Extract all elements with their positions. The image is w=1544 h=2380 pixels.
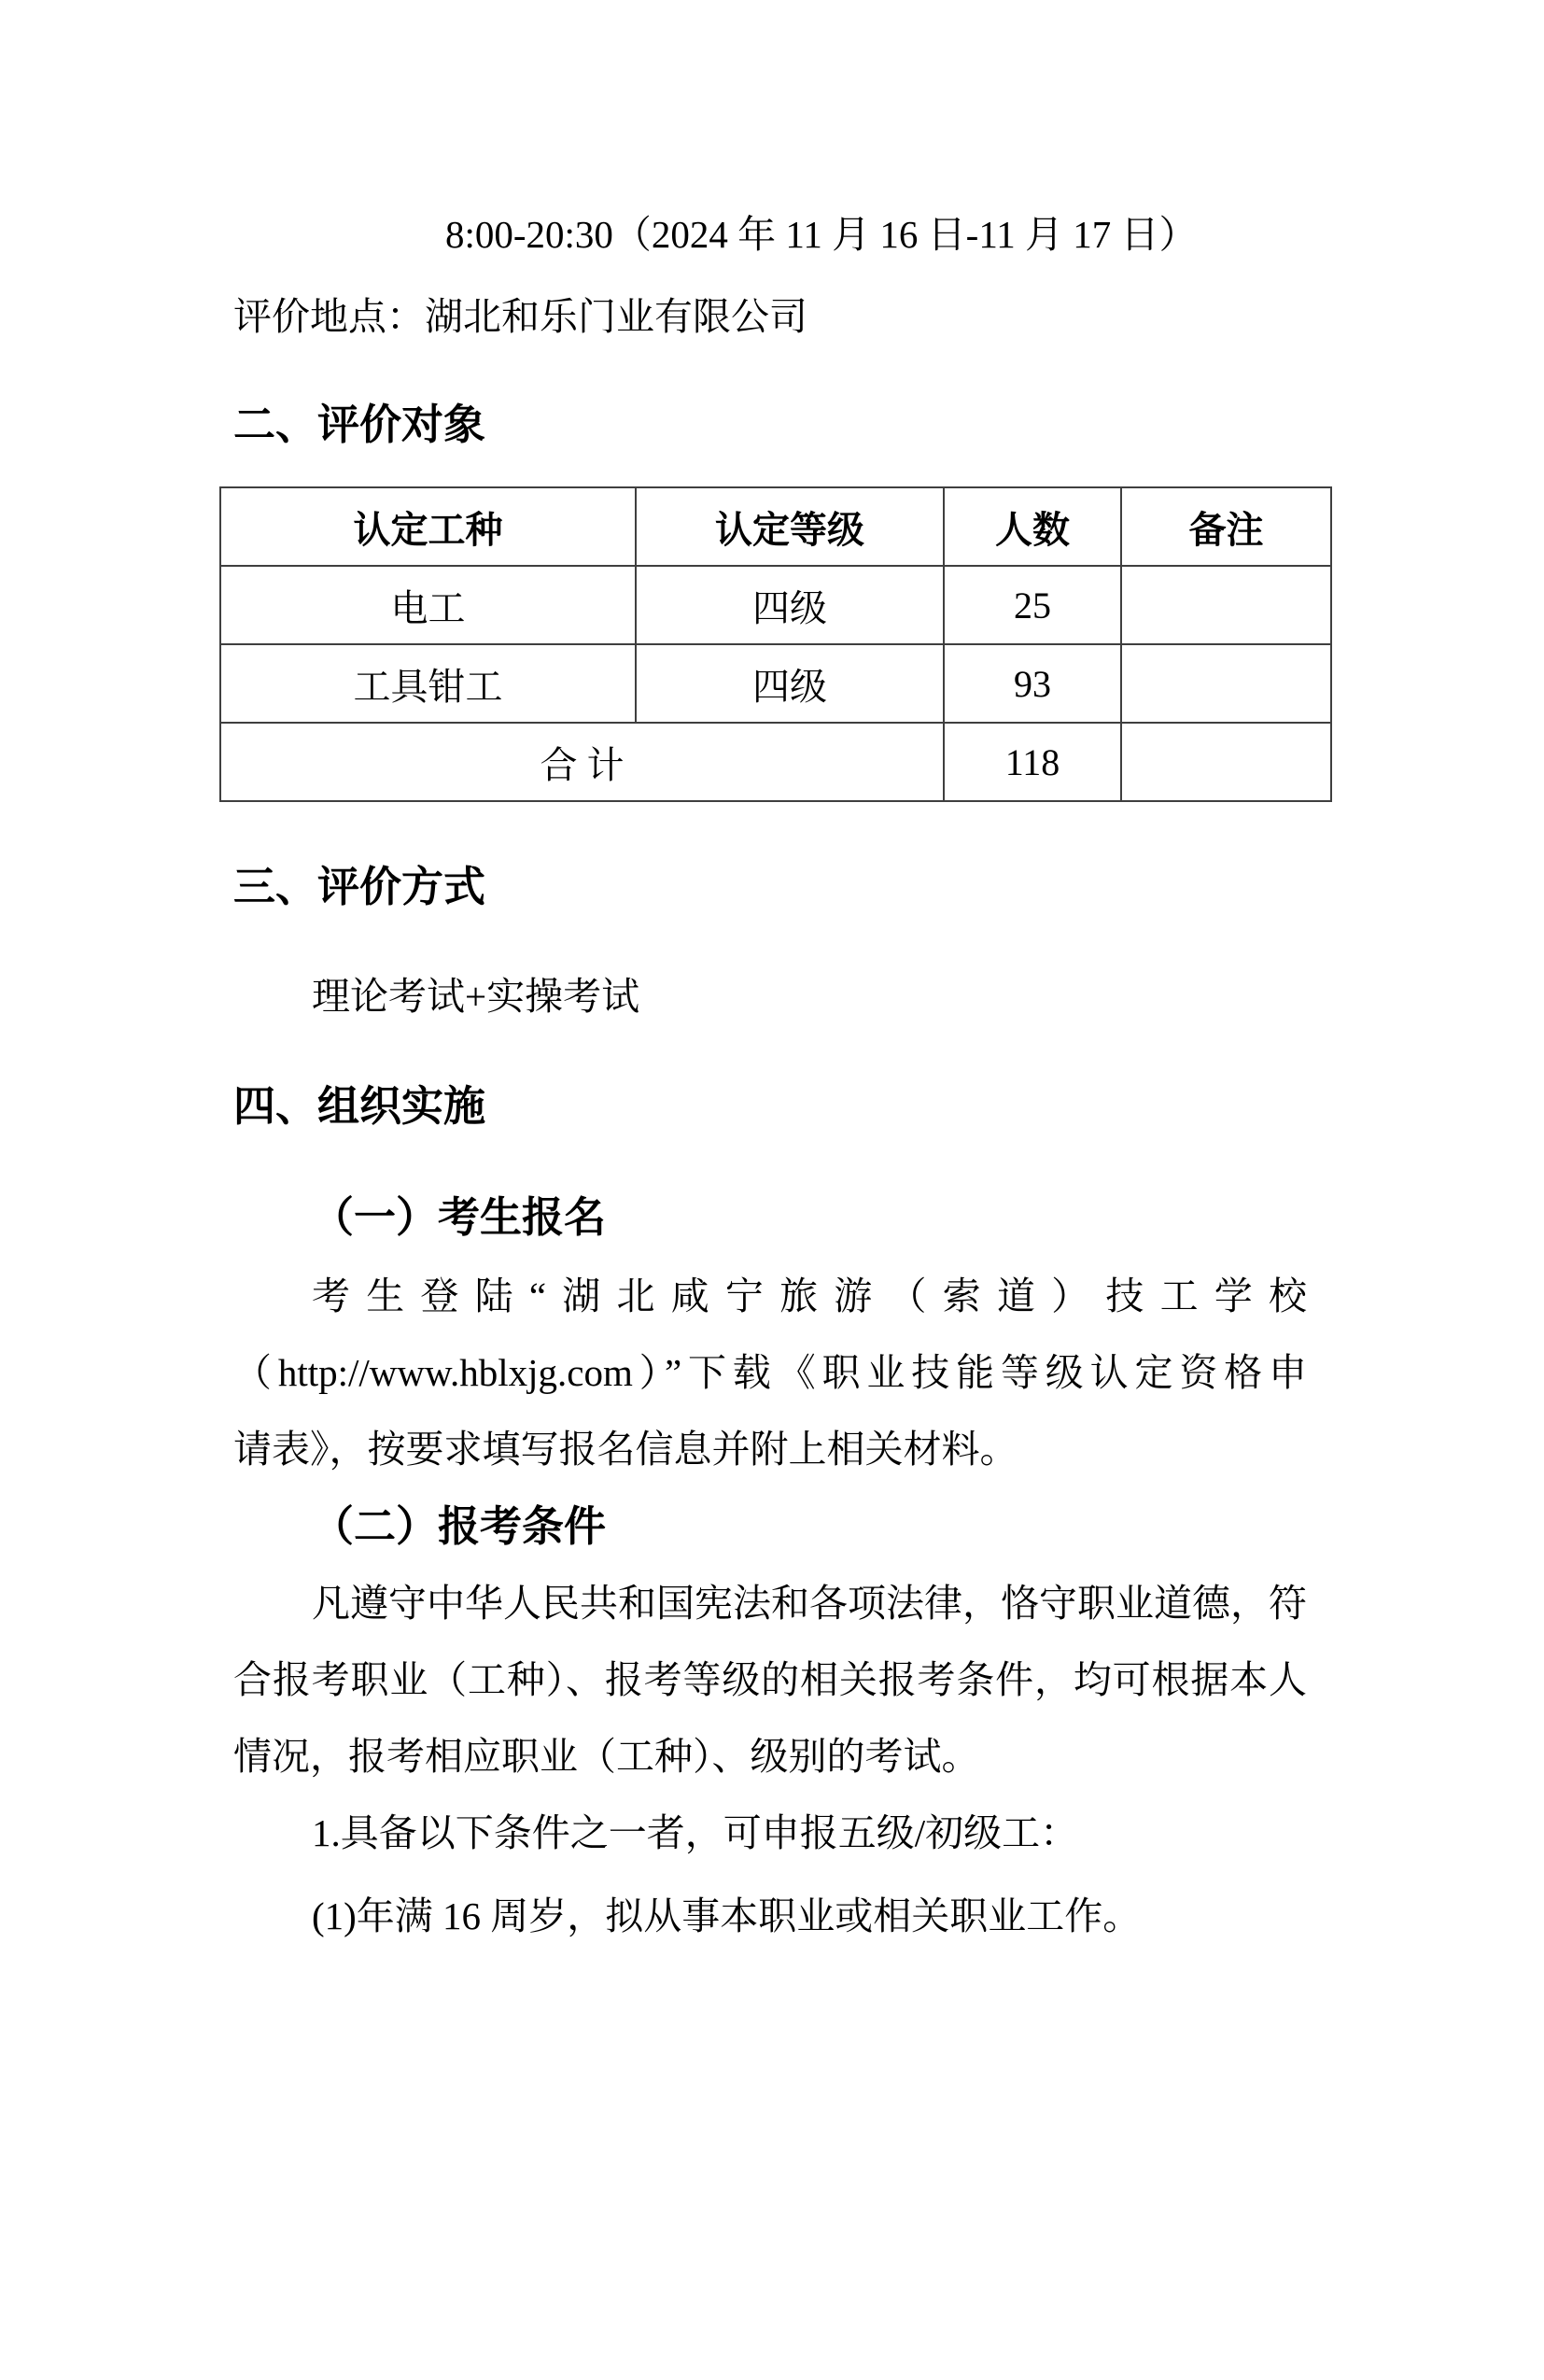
cell-level: 四级 bbox=[636, 566, 944, 644]
sub-heading-candidate-registration: （一）考生报名 bbox=[312, 1194, 607, 1241]
evaluation-targets-table bbox=[219, 486, 1332, 802]
time-range-line: 8:00-20:30（2024 年 11 月 16 日-11 月 17 日） bbox=[445, 213, 1198, 256]
paragraph1-line1: 考生登陆“湖北咸宁旅游（索道）技工学校 bbox=[312, 1274, 1307, 1317]
sub-heading-application-requirements: （二）报考条件 bbox=[312, 1503, 607, 1550]
cell-total-label: 合 计 bbox=[220, 723, 944, 801]
paragraph2-line3: 情况，报考相应职业（工种）、级别的考试。 bbox=[233, 1735, 980, 1778]
cell-total-count: 118 bbox=[944, 723, 1121, 801]
paragraph1-line2-website: （http://www.hblxjg.com）”下载《职业技能等级认定资格申 bbox=[233, 1351, 1307, 1394]
column-header-level: 认定等级 bbox=[636, 487, 944, 566]
paragraph2-line1: 凡遵守中华人民共和国宪法和各项法律，恪守职业道德，符 bbox=[312, 1582, 1307, 1625]
cell-worktype: 电工 bbox=[220, 566, 636, 644]
cell-worktype: 工具钳工 bbox=[220, 644, 636, 723]
column-header-note: 备注 bbox=[1121, 487, 1331, 566]
table-header-row bbox=[220, 487, 1331, 566]
section-heading-evaluation-targets: 二、评价对象 bbox=[233, 401, 486, 448]
column-header-count: 人数 bbox=[944, 487, 1121, 566]
cell-level: 四级 bbox=[636, 644, 944, 723]
section-heading-evaluation-method: 三、评价方式 bbox=[233, 864, 486, 910]
evaluation-method-line: 理论考试+实操考试 bbox=[312, 975, 640, 1018]
cell-note bbox=[1121, 723, 1331, 801]
cell-count: 25 bbox=[944, 566, 1121, 644]
cell-note bbox=[1121, 566, 1331, 644]
document-content bbox=[0, 196, 1544, 1954]
paragraph1-line3: 请表》，按要求填写报名信息并附上相关材料。 bbox=[233, 1428, 1018, 1471]
column-header-worktype: 认定工种 bbox=[220, 487, 636, 566]
table-row bbox=[220, 566, 1331, 644]
table-row bbox=[220, 644, 1331, 723]
paragraph2-line2: 合报考职业（工种）、报考等级的相关报考条件，均可根据本人 bbox=[233, 1658, 1307, 1701]
table-total-row bbox=[220, 723, 1331, 801]
document-page bbox=[0, 196, 1544, 2380]
cell-note bbox=[1121, 644, 1331, 723]
cell-count: 93 bbox=[944, 644, 1121, 723]
condition-item-1: 1.具备以下条件之一者，可申报五级/初级工： bbox=[312, 1811, 1079, 1854]
section-heading-organization: 四、组织实施 bbox=[233, 1083, 486, 1130]
condition-item-1-sub1: (1)年满 16 周岁，拟从事本职业或相关职业工作。 bbox=[312, 1894, 1142, 1937]
evaluation-location-line: 评价地点：湖北和乐门业有限公司 bbox=[233, 295, 807, 338]
